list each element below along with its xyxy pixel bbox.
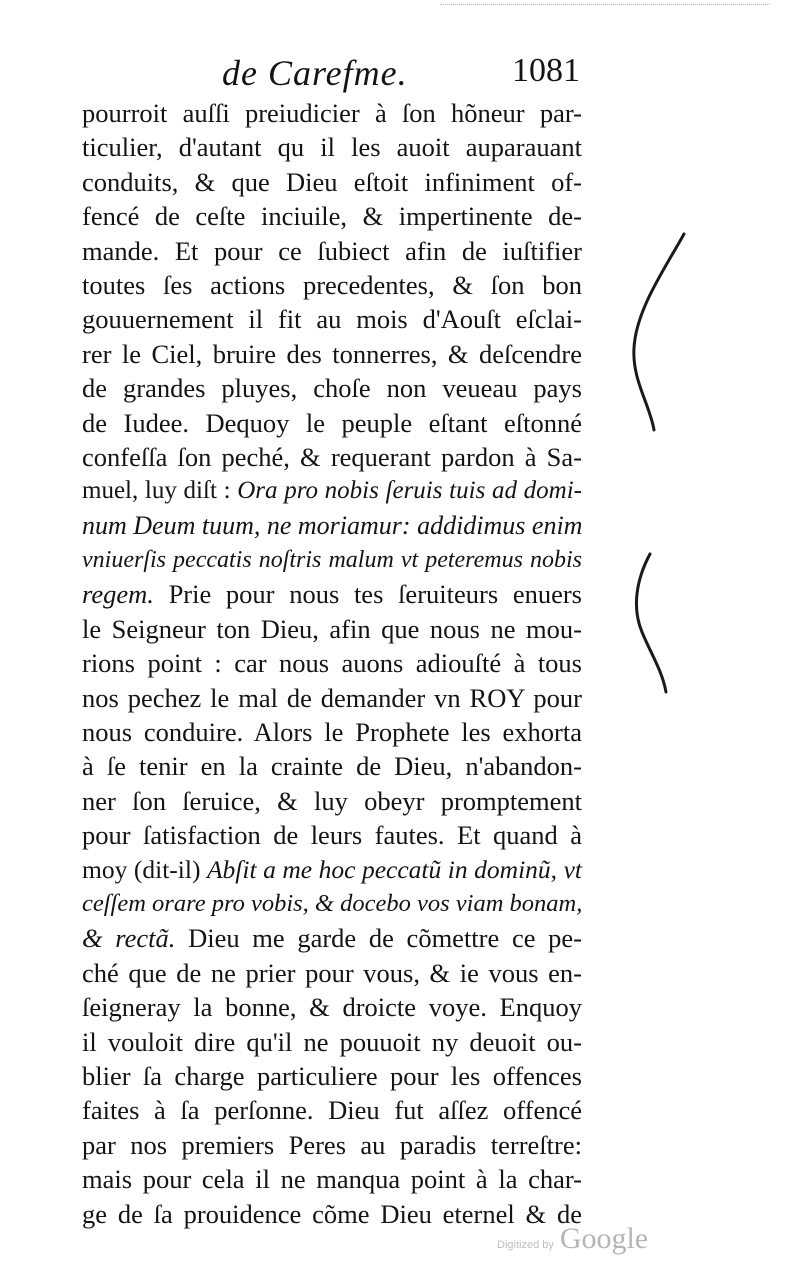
- line-text: ché que de ne prier pour vous, & ie vous en-: [82, 957, 582, 988]
- latin-quotation: Ora pro nobis ſeruis tuis ad domi-: [237, 477, 582, 505]
- text-line: [82, 715, 582, 749]
- line-text: à ſe tenir en la crainte de Dieu, n'abandon-: [82, 751, 582, 782]
- text-line: [82, 681, 582, 715]
- text-line: [82, 337, 582, 371]
- text-line: [82, 371, 582, 405]
- marginal-bracket-marks: [620, 230, 690, 700]
- text-line: [82, 130, 582, 164]
- line-text: pour ſatisfaction de leurs fautes. Et quand à: [82, 820, 582, 851]
- text-line: [82, 96, 582, 130]
- text-line: [82, 956, 582, 990]
- line-text: pourroit auſſi preiudicier à ſon hõneur par-: [82, 98, 582, 128]
- line-text: ner ſon ſeruice, & luy obeyr promptement: [82, 785, 582, 816]
- line-text: faites à ſa perſonne. Dieu fut aſſez offencé: [82, 1095, 582, 1126]
- line-text: conduits, & que Dieu eſtoit infiniment of-: [82, 166, 582, 197]
- line-text: il vouloit dire qu'il ne pouuoit ny deuoit ou-: [82, 1026, 582, 1057]
- line-text: rer le Ciel, bruire des tonnerres, & deſcendre: [82, 338, 582, 369]
- text-line: [82, 646, 582, 680]
- line-text: mande. Et pour ce ſubiect afin de iuſtifier: [82, 235, 582, 266]
- line-text: ticulier, d'autant qu il les auoit auparauant: [82, 132, 582, 163]
- line-text: moy (dit-il): [82, 854, 207, 884]
- scan-edge-marks: [440, 4, 770, 19]
- line-text: fencé de ceſte inciuile, & impertinente de-: [82, 201, 582, 232]
- text-line: [82, 612, 582, 646]
- body-text: [82, 96, 582, 1231]
- latin-quotation: & rectã.: [82, 923, 176, 954]
- text-line: [82, 1025, 582, 1059]
- text-line: [82, 784, 582, 818]
- google-logo: Google: [559, 1222, 649, 1255]
- text-line: [82, 921, 582, 955]
- line-text: ſeigneray la bonne, & droicte voye. Enquoy: [82, 992, 582, 1023]
- page-number: 1081: [512, 52, 580, 89]
- line-text: le Seigneur ton Dieu, afin que nous ne mou-: [82, 613, 582, 644]
- line-text: Dieu me garde de cõmettre ce pe-: [175, 923, 582, 954]
- line-text: confeſſa ſon peché, & requerant pardon à Sa-: [82, 441, 582, 472]
- text-line: [82, 199, 582, 233]
- line-text: de grandes pluyes, choſe non veueau pays: [82, 373, 582, 404]
- latin-quotation: vniuerſis peccatis noſtris malum vt peteremus nobis: [82, 547, 582, 574]
- latin-quotation: ceſſem orare pro vobis, & docebo vos viam bonam,: [82, 889, 583, 917]
- text-line: [82, 1093, 582, 1127]
- line-text: mais pour cela il ne manqua point à la char-: [82, 1164, 582, 1195]
- line-text: blier ſa charge particuliere pour les offences: [82, 1060, 582, 1091]
- text-line: [82, 543, 582, 577]
- line-text: par nos premiers Peres au paradis terreſtre:: [82, 1129, 582, 1160]
- text-line: [82, 853, 582, 887]
- text-line: [82, 577, 582, 611]
- text-line: [82, 1128, 582, 1162]
- line-text: toutes ſes actions precedentes, & ſon bon: [82, 269, 582, 300]
- text-line: [82, 165, 582, 199]
- text-line: [82, 302, 582, 336]
- line-text: rions point : car nous auons adiouſté à tous: [82, 648, 582, 679]
- text-line: [82, 990, 582, 1024]
- latin-quotation: regem.: [82, 579, 154, 610]
- line-text: gouuernement il fit au mois d'Aouſt eſclai-: [82, 304, 582, 335]
- text-line: [82, 1162, 582, 1196]
- text-line: [82, 887, 582, 921]
- line-text: muel, luy diſt :: [82, 477, 238, 505]
- line-text: ge de ſa prouidence cõme Dieu eternel & de: [82, 1198, 582, 1229]
- text-line: [82, 440, 582, 474]
- running-head: de Carefme.: [222, 53, 408, 93]
- text-line: [82, 268, 582, 302]
- text-line: [82, 818, 582, 852]
- text-line: [82, 749, 582, 783]
- line-text: nos pechez le mal de demander vn ROY pour: [82, 682, 582, 713]
- line-text: de Iudee. Dequoy le peuple eſtant eſtonné: [82, 407, 582, 438]
- text-line: [82, 474, 582, 508]
- latin-quotation: Abſit a me hoc peccatũ in dominũ, vt: [206, 854, 582, 884]
- line-text: Prie pour nous tes ſeruiteurs enuers: [153, 579, 582, 610]
- line-text: nous conduire. Alors le Prophete les exhorta: [82, 717, 582, 748]
- latin-quotation: num Deum tuum, ne moriamur: addidimus enim: [82, 510, 583, 540]
- text-line: [82, 406, 582, 440]
- text-line: [82, 1059, 582, 1093]
- digitized-by-label: Digitized by: [497, 1239, 554, 1251]
- text-line: [82, 509, 582, 543]
- google-watermark: [497, 1222, 648, 1256]
- text-line: [82, 234, 582, 268]
